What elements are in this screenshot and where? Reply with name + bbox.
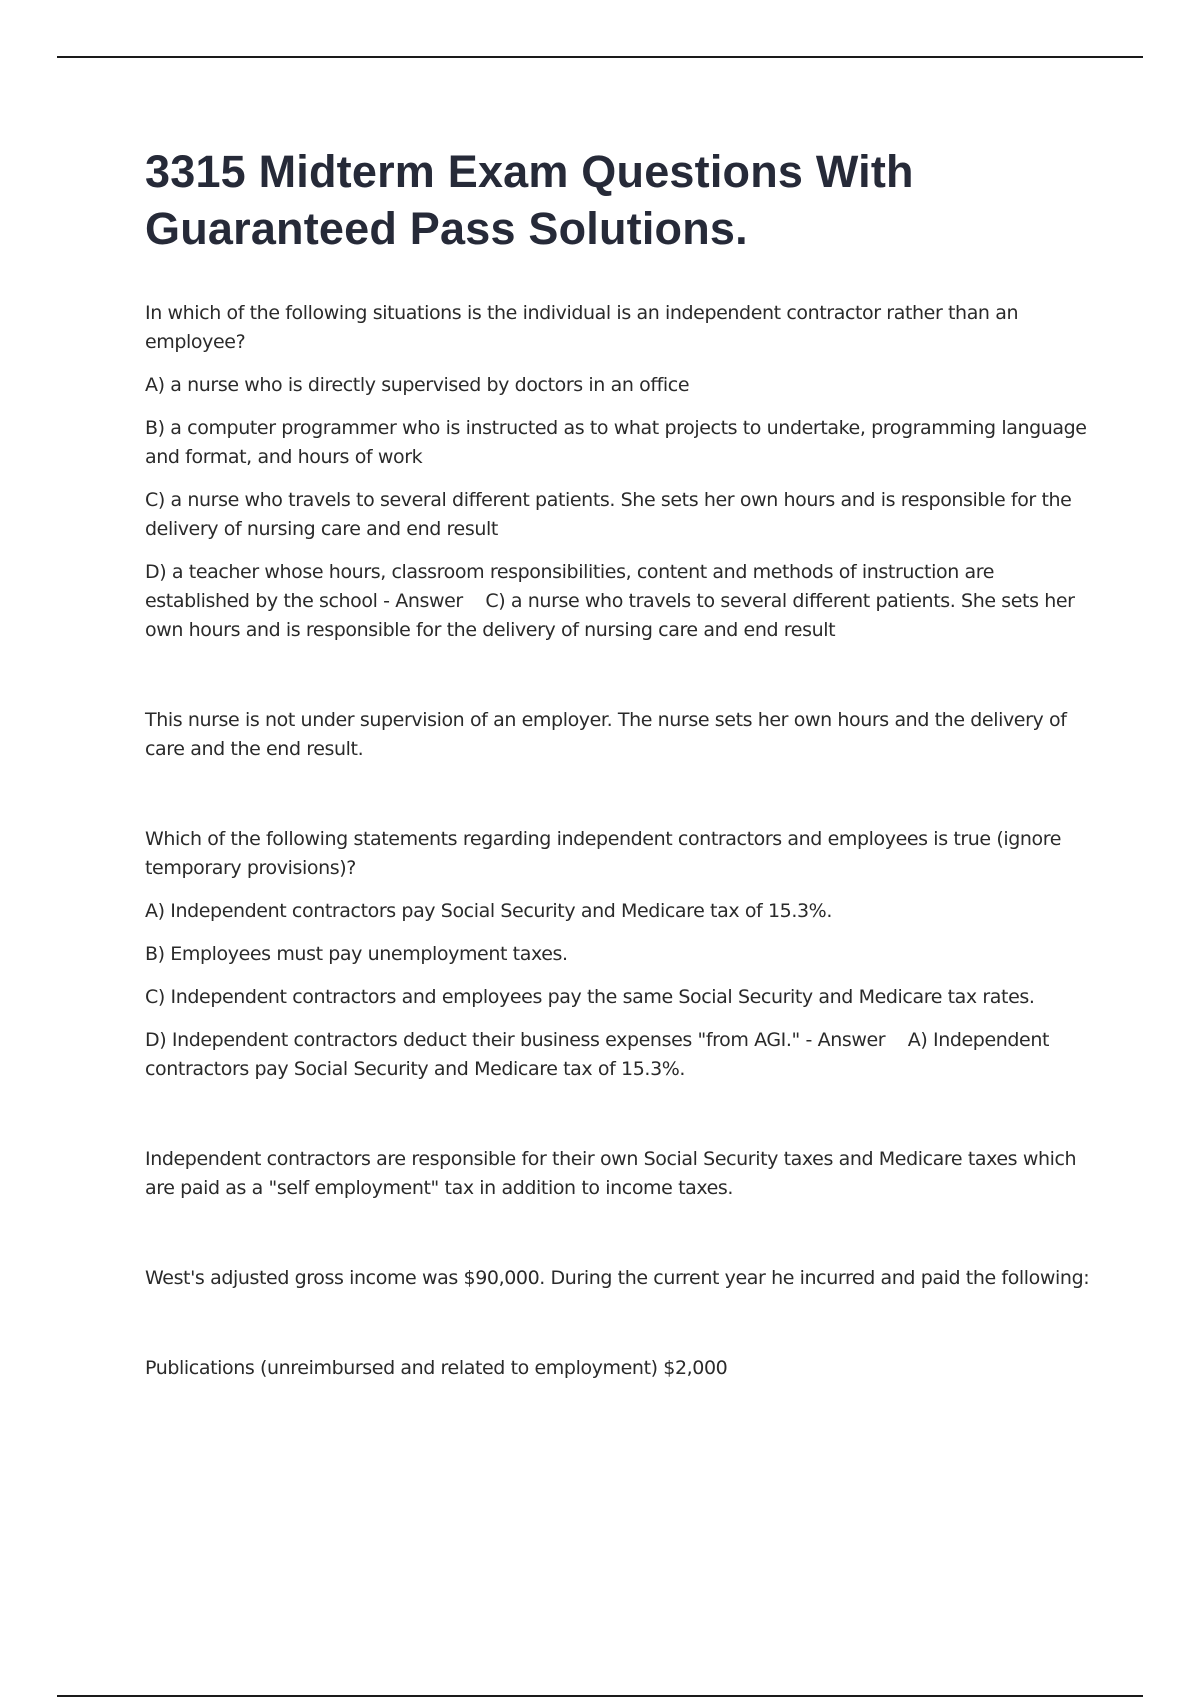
header-rule bbox=[57, 56, 1143, 58]
footer-rule bbox=[57, 1695, 1143, 1697]
question-1-option-a: A) a nurse who is directly supervised by doctors in an office bbox=[145, 374, 690, 396]
document-page bbox=[145, 143, 1095, 1383]
question-2-stem: Which of the following statements regarding independent contractors and employees is true (ignore temporary provisions)? bbox=[145, 828, 1067, 879]
question-1-option-b: B) a computer programmer who is instructed as to what projects to undertake, programming language and format, and hours of work bbox=[145, 417, 1093, 468]
question-2-option-d-answer: D) Independent contractors deduct their business expenses "from AGI." - Answer A) Independent contractors pay Social Security and Medicare tax of 15.3%. bbox=[145, 1029, 1055, 1080]
document-body bbox=[145, 299, 1095, 1383]
question-2-option-a: A) Independent contractors pay Social Security and Medicare tax of 15.3%. bbox=[145, 900, 832, 922]
question-2-explanation: Independent contractors are responsible for their own Social Security taxes and Medicare taxes which are paid as a "self employment" tax in addition to income taxes. bbox=[145, 1148, 1082, 1199]
question-1-option-c: C) a nurse who travels to several different patients. She sets her own hours and is responsible for the delivery of nursing care and end result bbox=[145, 489, 1078, 540]
question-3-item-publications: Publications (unreimbursed and related to employment) $2,000 bbox=[145, 1357, 728, 1379]
question-1-option-d-answer: D) a teacher whose hours, classroom responsibilities, content and methods of instruction are established by the school - Answer C) a nurse who travels to several different patients. She sets her own hours and is responsible for the delivery of nursing care and end result bbox=[145, 561, 1081, 641]
document-title: 3315 Midterm Exam Questions With Guaranteed Pass Solutions. bbox=[145, 146, 914, 254]
question-1-explanation: This nurse is not under supervision of an employer. The nurse sets her own hours and the delivery of care and the end result. bbox=[145, 709, 1073, 760]
question-3-stem: West's adjusted gross income was $90,000. During the current year he incurred and paid the following: bbox=[145, 1267, 1090, 1289]
question-2-option-c: C) Independent contractors and employees pay the same Social Security and Medicare tax rates. bbox=[145, 986, 1035, 1008]
question-2-option-b: B) Employees must pay unemployment taxes. bbox=[145, 943, 568, 965]
question-1-stem: In which of the following situations is the individual is an independent contractor rather than an employee? bbox=[145, 302, 1024, 353]
